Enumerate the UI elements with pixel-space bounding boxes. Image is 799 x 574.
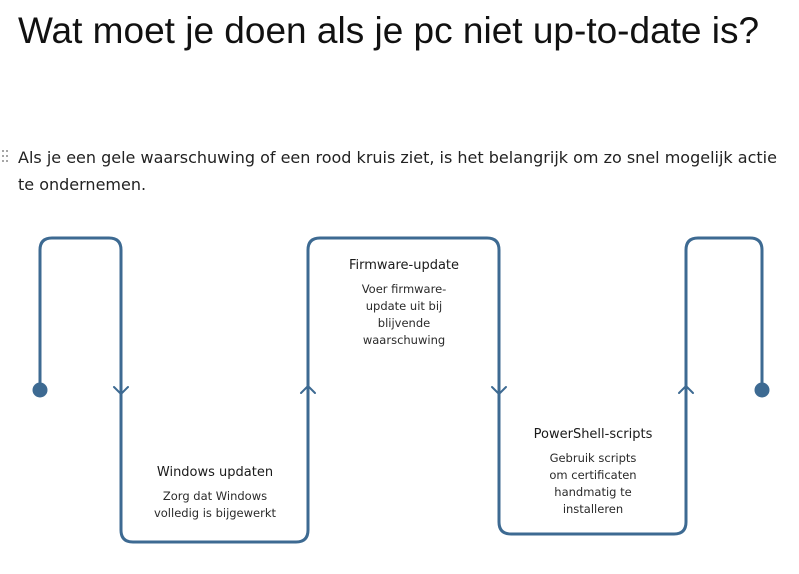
step-title: PowerShell-scripts [533, 427, 653, 442]
step-description: Gebruik scripts om certificaten handmatig te installeren [549, 451, 637, 516]
step-description: Zorg dat Windows volledig is bijgewerkt [153, 489, 277, 520]
drag-handle-icon[interactable] [2, 150, 8, 162]
end-dot [755, 383, 770, 398]
start-dot [33, 383, 48, 398]
arrow-down-icon [114, 387, 128, 394]
step-windows-updaten [131, 464, 299, 522]
arrow-down-icon [492, 387, 506, 394]
arrow-up-icon [301, 386, 315, 393]
step-description: Voer firmware-update uit bij blijvende waarschuwing [361, 282, 447, 347]
step-firmware-update [318, 257, 490, 349]
page-title: Wat moet je doen als je pc niet up-to-date is? [18, 10, 760, 51]
step-powershell-scripts [509, 426, 677, 518]
step-title: Windows updaten [156, 465, 274, 480]
step-title: Firmware-update [348, 258, 460, 273]
arrow-up-icon [679, 386, 693, 393]
intro-paragraph: Als je een gele waarschuwing of een rood kruis ziet, is het belangrijk om zo snel mogelijk actie te ondernemen. [18, 148, 777, 194]
